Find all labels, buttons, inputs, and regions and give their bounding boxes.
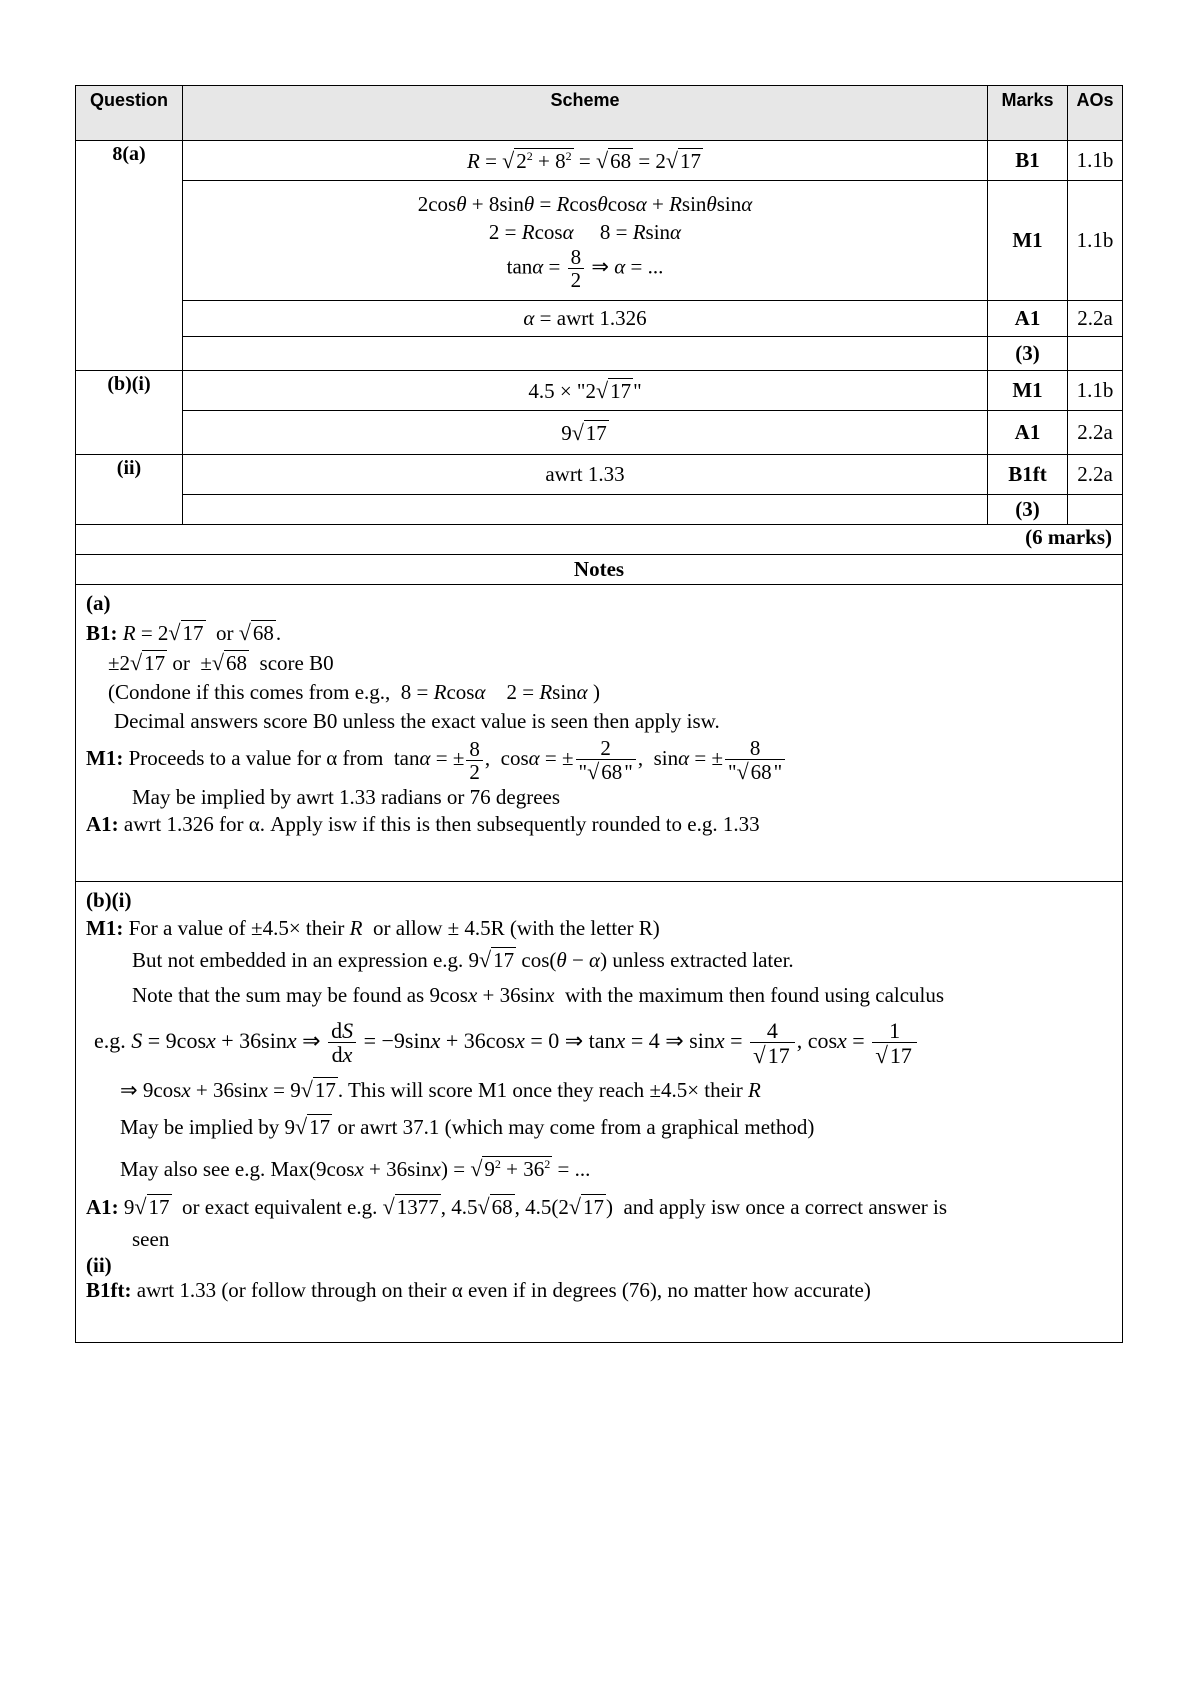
ao-empty <box>1068 495 1123 525</box>
scheme-r-value: $R = √2^2 + 8^2 = √68 = 2√17$ <box>183 141 988 181</box>
or-text: or <box>172 651 190 675</box>
scheme-empty <box>183 495 988 525</box>
m1-label: M1: <box>86 746 124 770</box>
a1-text: awrt 1.326 for α. Apply isw if this is then subsequently rounded to e.g. 1.33 <box>123 812 760 837</box>
notes-a-label: (a) <box>86 591 111 615</box>
mark-r3: A1 <box>988 301 1068 337</box>
decimal-text: Decimal answers score B0 unless the exact value is seen then apply isw. <box>114 709 720 733</box>
total-marks: (6 marks) <box>76 525 1123 555</box>
table-row <box>76 411 1123 455</box>
ao-r6: 2.2a <box>1068 411 1123 455</box>
scheme-ii: awrt 1.33 <box>183 455 988 495</box>
bi-a1-label: A1: <box>86 1195 119 1219</box>
table-row <box>76 495 1123 525</box>
note-sum-post: with the maximum then found using calculus <box>564 983 945 1007</box>
total-row <box>76 525 1123 555</box>
scheme-alpha: α = awrt 1.326 <box>183 301 988 337</box>
ao-r7: 2.2a <box>1068 455 1123 495</box>
bi-m1-post: or allow ± 4.5R (with the letter R) <box>372 916 660 940</box>
implied-text: May be implied by awrt 1.33 radians or 76 degrees <box>132 785 561 810</box>
also-see-text: May also see e.g. <box>120 1157 266 1181</box>
ao-r5: 1.1b <box>1068 371 1123 411</box>
table-row <box>76 371 1123 411</box>
header-scheme: Scheme <box>183 86 988 141</box>
mark-r1: B1 <box>988 141 1068 181</box>
b1ft-label: B1ft: <box>86 1278 132 1302</box>
implied-b-post: or awrt 37.1 (which may come from a graphical method) <box>337 1115 815 1139</box>
mark-r2: M1 <box>988 181 1068 301</box>
table-row <box>76 337 1123 371</box>
b1ft-text: awrt 1.33 (or follow through on their α even if in degrees (76), no matter how accurate) <box>136 1278 871 1302</box>
bi-m1-label: M1: <box>86 916 124 940</box>
will-score-text: This will score M1 once they reach <box>347 1078 645 1102</box>
table-row <box>76 181 1123 301</box>
notes-a: (a) B1: R = 2√17 or √68. ±2√17 or ±√68 score B0 (Condone if this comes from e.g., 8 = Rcosα 2 = Rsinα ) Decimal answers score B0 unless the exact value is seen then apply isw. M1: Proceeds to a value for α from tanα = ± $\frac{8}{2}$ , cosα = ± $\frac{2}{"√68"}$ , sinα = ± $\frac{8}{"√68"}$ May be implied by awrt 1.33 radians or 76 degrees A1: awrt 1.326 for α. Apply isw if this is then subsequently rounded to e.g. 1.33 <box>76 585 1123 882</box>
b1-label: B1: <box>86 621 118 645</box>
header-marks: Marks <box>988 86 1068 141</box>
or-text: or <box>216 621 234 645</box>
ao-r3: 2.2a <box>1068 301 1123 337</box>
bi-m1-pre: For a value of <box>128 916 246 940</box>
notes-ii-label: (ii) <box>86 1253 112 1277</box>
mark-r4: (3) <box>988 337 1068 371</box>
notes-heading-row <box>76 555 1123 585</box>
header-aos: AOs <box>1068 86 1123 141</box>
scheme-expansion: 2cosθ + 8sinθ = Rcosθcosα + Rsinθsinα 2 = Rcosα 8 = Rsinα tanα = $\frac{8}{2}$ ⇒ α = ... <box>183 181 988 301</box>
notes-b-row <box>76 882 1123 1343</box>
bi-a1-post: and apply isw once a correct answer is <box>623 1195 948 1219</box>
header-question: Question <box>76 86 183 141</box>
question-bi: (b)(i) <box>76 371 183 455</box>
mark-r7: B1ft <box>988 455 1068 495</box>
scheme-alpha-value: awrt 1.326 <box>556 306 647 330</box>
notes-heading: Notes <box>76 555 1123 585</box>
table-row <box>76 141 1123 181</box>
condone-text: (Condone if this comes from e.g., <box>108 680 391 704</box>
mark-scheme-table <box>75 85 1123 1343</box>
scheme-bi-1: 4.5 × "2√17" <box>183 371 988 411</box>
notes-a-row <box>76 585 1123 882</box>
question-8a: 8(a) <box>76 141 183 371</box>
mark-r8: (3) <box>988 495 1068 525</box>
scheme-empty <box>183 337 988 371</box>
ao-empty <box>1068 337 1123 371</box>
bi-m1-their: their <box>305 916 345 940</box>
table-row <box>76 301 1123 337</box>
seen-text: seen <box>132 1227 170 1251</box>
m1-text: Proceeds to a value for α from <box>128 746 384 770</box>
question-ii: (ii) <box>76 455 183 525</box>
bi-a1-text: or exact equivalent e.g. <box>182 1195 378 1219</box>
note-sum-pre: Note that the sum may be found as <box>132 983 425 1007</box>
notes-b: (b)(i) M1: For a value of ±4.5× their R or allow ± 4.5R (with the letter R) But not embedded in an expression e.g. 9√17 cos(θ − α) unless extracted later. Note that the sum may be found as 9cosx + 36sinx with the maximum then found using calculus e.g. S = 9cosx + 36sinx ⇒ $\frac{dS}{dx}$ = −9sinx + 36cosx = 0 ⇒ tanx = 4 ⇒ sinx = $\frac{4}{√17}$ , cosx = $\frac{1}{√17}$ ⇒ 9cosx + 36sinx = 9√17. This will score M1 once they reach ±4.5× their R May be implied by 9√17 or awrt 37.1 (which may come from a graphical method) May also see e.g. $Max(9\cos x + 36\sin x) = √9^2 + 36^2$ = ... A1: 9√17 or exact equivalent e.g. √1377, 4.5√68, 4.5(2√17) and apply isw once a correct answer is seen (ii) B1ft: awrt 1.33 (or follow through on their α even if in degrees (76), no matter how accurate) <box>76 882 1123 1343</box>
score-b0-text: score B0 <box>259 651 334 675</box>
ao-r2: 1.1b <box>1068 181 1123 301</box>
mark-r6: A1 <box>988 411 1068 455</box>
ao-r1: 1.1b <box>1068 141 1123 181</box>
header-row <box>76 86 1123 141</box>
not-embedded-text: But not embedded in an expression e.g. <box>132 948 464 972</box>
notes-bi-label: (b)(i) <box>86 888 132 912</box>
eg-text: e.g. <box>94 1028 126 1053</box>
scheme-bi-2: 9√17 <box>183 411 988 455</box>
a1-label: A1: <box>86 812 119 837</box>
mark-r5: M1 <box>988 371 1068 411</box>
implied-b-text: May be implied by <box>120 1115 280 1139</box>
table-row <box>76 455 1123 495</box>
unless-text: unless extracted later. <box>612 948 794 972</box>
